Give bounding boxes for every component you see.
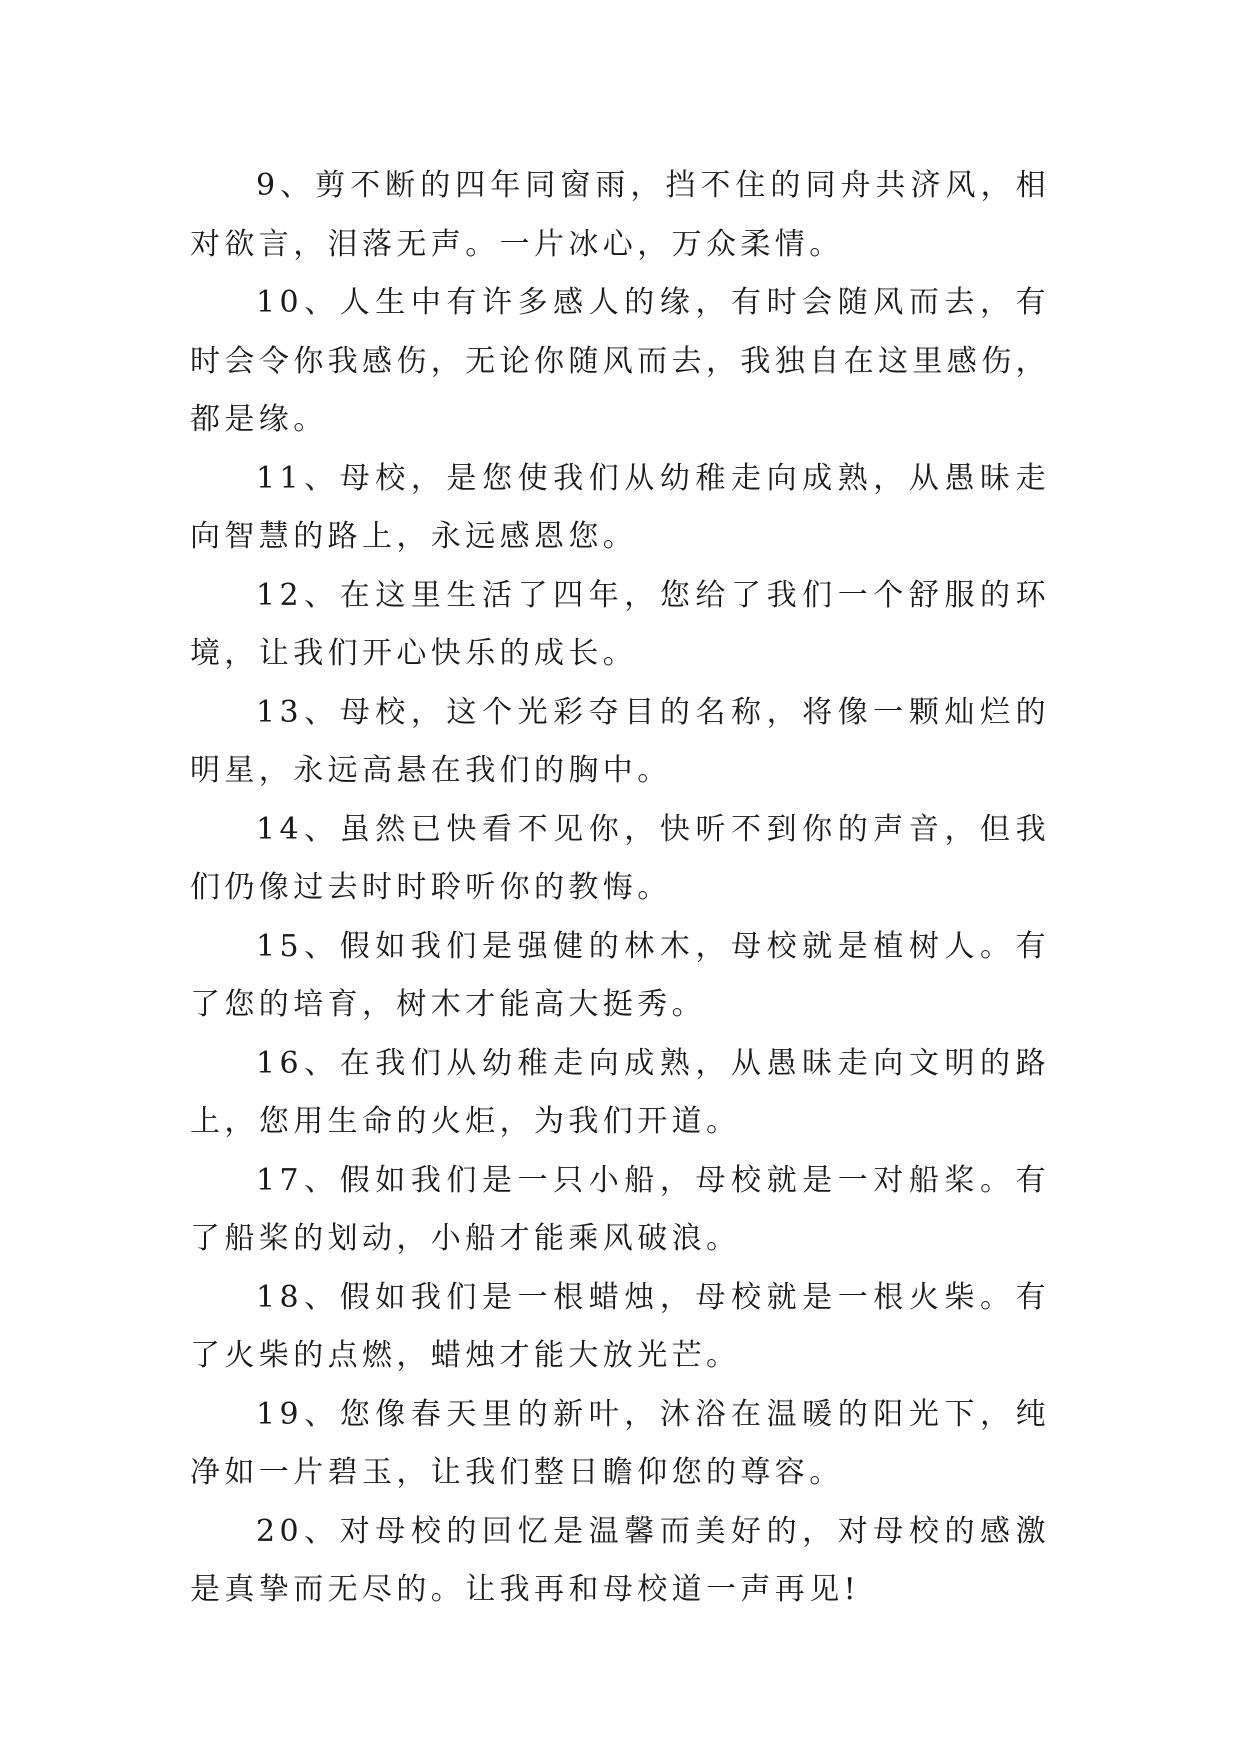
paragraph-20: 20、对母校的回忆是温馨而美好的，对母校的感激是真挚而无尽的。让我再和母校道一声再见! [190, 1513, 1050, 1607]
paragraph-10: 10、人生中有许多感人的缘，有时会随风而去，有时会令你我感伤，无论你随风而去，我独自在这里感伤，都是缘。 [190, 285, 1050, 437]
paragraph-15: 15、假如我们是强健的林木，母校就是植树人。有了您的培育，树木才能高大挺秀。 [190, 928, 1050, 1022]
paragraph-9: 9、剪不断的四年同窗雨，挡不住的同舟共济风，相对欲言，泪落无声。一片冰心，万众柔情。 [190, 168, 1050, 262]
paragraph-19: 19、您像春天里的新叶，沐浴在温暖的阳光下，纯净如一片碧玉，让我们整日瞻仰您的尊容。 [190, 1396, 1050, 1490]
paragraph-17: 17、假如我们是一只小船，母校就是一对船桨。有了船桨的划动，小船才能乘风破浪。 [190, 1162, 1050, 1256]
paragraph-13: 13、母校，这个光彩夺目的名称，将像一颗灿烂的明星，永远高悬在我们的胸中。 [190, 694, 1050, 788]
paragraph-12: 12、在这里生活了四年，您给了我们一个舒服的环境，让我们开心快乐的成长。 [190, 577, 1050, 671]
paragraph-18: 18、假如我们是一根蜡烛，母校就是一根火柴。有了火柴的点燃，蜡烛才能大放光芒。 [190, 1279, 1050, 1373]
document-body [190, 157, 1050, 1620]
paragraph-16: 16、在我们从幼稚走向成熟，从愚昧走向文明的路上，您用生命的火炬，为我们开道。 [190, 1045, 1050, 1139]
paragraph-11: 11、母校，是您使我们从幼稚走向成熟，从愚昧走向智慧的路上，永远感恩您。 [190, 460, 1050, 554]
paragraph-14: 14、虽然已快看不见你，快听不到你的声音，但我们仍像过去时时聆听你的教悔。 [190, 811, 1050, 905]
